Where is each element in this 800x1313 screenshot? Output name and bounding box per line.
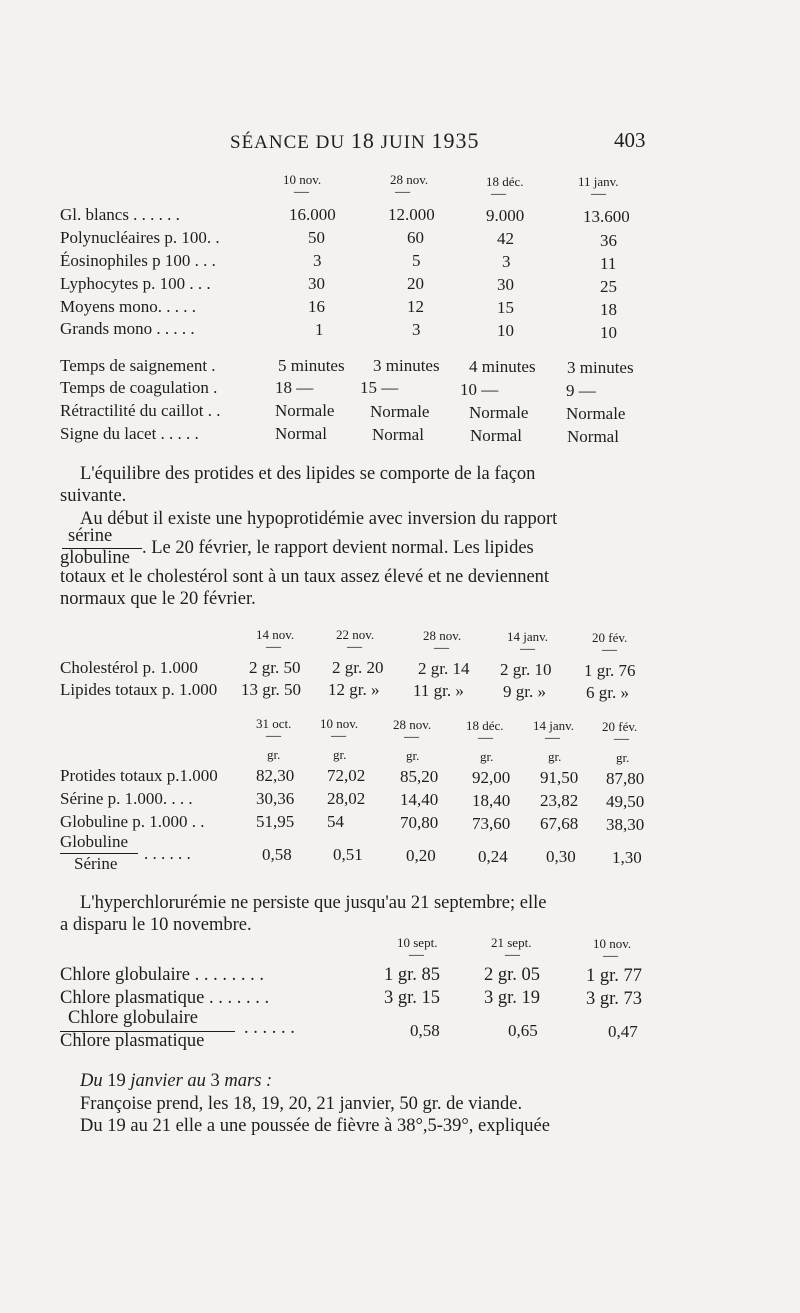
t4-cell: 30,36 <box>256 789 295 808</box>
t5-cell: 3 gr. 73 <box>586 989 643 1009</box>
t1-cell: 16 <box>308 297 325 316</box>
t3-cell: 12 gr. » <box>328 680 380 699</box>
para3-heading-n2: 3 <box>210 1071 220 1091</box>
t4-ratio-denominator: Sérine <box>74 854 118 873</box>
para2-line-1: L'hyperchlorurémie ne persiste que jusqu'au 21 septembre; elle <box>80 893 547 913</box>
t5-ratio-dots: . . . . . . <box>244 1018 295 1038</box>
t4-ratio-value: 0,24 <box>478 847 508 866</box>
para1-fraction-numerator: sérine <box>68 526 113 546</box>
t1-cell: 60 <box>407 228 424 247</box>
page-number: 403 <box>614 128 646 152</box>
t2-cell: Normal <box>275 424 327 443</box>
t4-ratio-numerator: Globuline <box>60 832 128 851</box>
t5-dash: — <box>603 948 618 964</box>
t4-col-1: 31 oct. <box>256 716 292 731</box>
t4-cell: 14,40 <box>400 790 439 809</box>
t3-col-1: 14 nov. <box>256 627 295 642</box>
t1-cell: 13.600 <box>583 207 630 226</box>
t3-col-3: 28 nov. <box>423 628 462 643</box>
t4-cell: 73,60 <box>472 814 511 833</box>
t5-ratio-value: 0,58 <box>410 1021 440 1040</box>
t4-cell: 38,30 <box>606 815 645 834</box>
t4-row-label: Protides totaux p.1.000 <box>60 766 218 785</box>
t3-cell: 2 gr. 14 <box>418 659 470 678</box>
t3-row-label: Cholestérol p. 1.000 <box>60 658 198 677</box>
t1-dash-1: — <box>294 184 309 200</box>
para3-heading-mid: janvier au <box>130 1071 206 1091</box>
t2-cell: Normal <box>470 426 522 445</box>
t5-dash: — <box>505 947 520 963</box>
t1-cell: 12.000 <box>388 205 435 224</box>
t2-cell: Normale <box>370 402 430 421</box>
t2-cell: Normale <box>566 404 626 423</box>
t5-col-3: 10 nov. <box>593 936 632 951</box>
t1-col-4: 11 janv. <box>578 174 619 189</box>
t5-dash: — <box>409 947 424 963</box>
t2-cell: 15 — <box>360 378 399 397</box>
t1-row-label: Grands mono . . . . . <box>60 319 195 338</box>
t5-cell: 3 gr. 19 <box>484 988 541 1008</box>
para3-heading-suffix: mars : <box>224 1071 273 1091</box>
t3-col-5: 20 fév. <box>592 630 628 645</box>
t3-dash: — <box>602 642 617 658</box>
t2-row-label: Temps de saignement . <box>60 356 216 375</box>
t5-ratio-value: 0,47 <box>608 1022 638 1041</box>
header-year: 1935 <box>431 128 480 153</box>
running-header <box>230 128 480 154</box>
t5-ratio-numerator: Chlore globulaire <box>68 1008 198 1028</box>
t1-cell: 25 <box>600 277 617 296</box>
t3-dash: — <box>347 639 362 655</box>
t2-row-label: Signe du lacet . . . . . <box>60 424 199 443</box>
t1-cell: 5 <box>412 251 421 270</box>
t1-cell: 10 <box>600 323 617 342</box>
t1-dash-4: — <box>591 186 606 202</box>
header-month: JUIN <box>380 132 426 153</box>
t1-cell: 50 <box>308 228 325 247</box>
t5-cell: 2 gr. 05 <box>484 965 541 985</box>
t1-row-label: Éosinophiles p 100 . . . <box>60 251 216 270</box>
t4-dash: — <box>545 730 560 746</box>
t4-ratio-value: 0,51 <box>333 845 363 864</box>
t1-cell: 1 <box>315 320 324 339</box>
para3-line-2: Françoise prend, les 18, 19, 20, 21 janvier, 50 gr. de viande. <box>80 1094 523 1114</box>
t3-row-label: Lipides totaux p. 1.000 <box>60 680 218 699</box>
t3-dash: — <box>520 641 535 657</box>
t2-row-label: Rétractilité du caillot . . <box>60 401 221 420</box>
t1-cell: 20 <box>407 274 424 293</box>
t4-row-label: Sérine p. 1.000. . . . <box>60 789 193 808</box>
t2-cell: 3 minutes <box>567 358 634 377</box>
t4-dash: — <box>478 730 493 746</box>
t3-cell: 11 gr. » <box>413 681 464 700</box>
t4-ratio-value: 0,20 <box>406 846 436 865</box>
t4-cell: 70,80 <box>400 813 439 832</box>
t2-cell: 10 — <box>460 380 499 399</box>
t1-row-label: Lyphocytes p. 100 . . . <box>60 274 211 293</box>
t4-col-2: 10 nov. <box>320 716 359 731</box>
para1-line-2: suivante. <box>60 486 127 506</box>
t4-cell: 51,95 <box>256 812 295 831</box>
t2-row-label: Temps de coagulation . <box>60 378 218 397</box>
t4-unit: gr. <box>406 748 420 763</box>
t1-cell: 9.000 <box>486 206 525 225</box>
t3-col-2: 22 nov. <box>336 627 375 642</box>
t1-cell: 3 <box>313 251 322 270</box>
t4-ratio-value: 0,30 <box>546 847 576 866</box>
t1-cell: 16.000 <box>289 205 336 224</box>
t3-cell: 2 gr. 20 <box>332 658 384 677</box>
t4-unit: gr. <box>548 749 562 764</box>
t5-cell: 1 gr. 85 <box>384 965 441 985</box>
para1-line-3: Au début il existe une hypoprotidémie avec inversion du rapport <box>80 509 558 529</box>
t4-col-5: 14 janv. <box>533 718 575 733</box>
t4-cell: 54 <box>327 812 344 831</box>
t4-dash: — <box>331 728 346 744</box>
t4-dash: — <box>266 728 281 744</box>
t2-cell: Normal <box>372 425 424 444</box>
para3-heading-prefix: Du <box>80 1071 103 1091</box>
t4-row-label: Globuline p. 1.000 . . <box>60 812 205 831</box>
t1-row-label: Moyens mono. . . . . <box>60 297 196 316</box>
para2-line-2: a disparu le 10 novembre. <box>60 915 252 935</box>
t5-col-2: 21 sept. <box>491 935 532 950</box>
t2-cell: Normal <box>567 427 619 446</box>
t4-unit: gr. <box>616 750 630 765</box>
t5-cell: 1 gr. 77 <box>586 966 643 986</box>
t3-cell: 1 gr. 76 <box>584 661 636 680</box>
t4-dash: — <box>404 729 419 745</box>
t4-cell: 18,40 <box>472 791 511 810</box>
t1-col-1: 10 nov. <box>283 172 322 187</box>
t1-cell: 3 <box>502 252 511 271</box>
t2-cell: Normale <box>469 403 529 422</box>
t4-unit: gr. <box>480 749 494 764</box>
t5-row-label: Chlore globulaire . . . . . . . . <box>60 965 264 985</box>
t4-cell: 92,00 <box>472 768 511 787</box>
t3-cell: 6 gr. » <box>586 683 629 702</box>
t3-col-4: 14 janv. <box>507 629 549 644</box>
para1-line-4: . Le 20 février, le rapport devient normal. Les lipides <box>142 538 534 558</box>
t1-cell: 36 <box>600 231 617 250</box>
t4-unit: gr. <box>333 747 347 762</box>
t2-cell: 18 — <box>275 378 314 397</box>
t2-cell: 9 — <box>566 381 596 400</box>
para3-line-3: Du 19 au 21 elle a une poussée de fièvre à 38°,5-39°, expliquée <box>80 1116 550 1136</box>
t4-ratio-value: 1,30 <box>612 848 642 867</box>
t1-row-label: Gl. blancs . . . . . . <box>60 205 180 224</box>
t1-cell: 12 <box>407 297 424 316</box>
para1-line-5: totaux et le cholestérol sont à un taux assez élevé et ne deviennent <box>60 567 550 587</box>
t2-cell: 3 minutes <box>373 356 440 375</box>
t4-cell: 28,02 <box>327 789 366 808</box>
para3-heading-n1: 19 <box>107 1071 126 1091</box>
t5-ratio-denominator: Chlore plasmatique <box>60 1031 205 1051</box>
t1-cell: 30 <box>308 274 325 293</box>
t3-cell: 9 gr. » <box>503 682 546 701</box>
t3-cell: 2 gr. 50 <box>249 658 301 677</box>
header-day: 18 <box>350 128 375 153</box>
t4-cell: 72,02 <box>327 766 366 785</box>
t4-col-3: 28 nov. <box>393 717 432 732</box>
t4-col-4: 18 déc. <box>466 718 504 733</box>
t4-cell: 23,82 <box>540 791 579 810</box>
t4-cell: 82,30 <box>256 766 295 785</box>
t4-col-6: 20 fév. <box>602 719 638 734</box>
t1-cell: 18 <box>600 300 617 319</box>
t5-ratio-value: 0,65 <box>508 1021 538 1040</box>
t1-cell: 10 <box>497 321 514 340</box>
t3-dash: — <box>266 639 281 655</box>
t4-cell: 85,20 <box>400 767 439 786</box>
t3-cell: 13 gr. 50 <box>241 680 301 699</box>
para1-line-1: L'équilibre des protides et des lipides se comporte de la façon <box>80 464 536 484</box>
t1-cell: 15 <box>497 298 514 317</box>
t1-cell: 30 <box>497 275 514 294</box>
header-title-prefix: SÉANCE DU <box>230 132 346 153</box>
t1-cell: 3 <box>412 320 421 339</box>
para3-heading <box>80 1071 272 1092</box>
t1-dash-2: — <box>395 184 410 200</box>
t1-row-label: Polynucléaires p. 100. . <box>60 228 220 247</box>
t2-cell: Normale <box>275 401 335 420</box>
t1-col-2: 28 nov. <box>390 172 429 187</box>
para1-line-6: normaux que le 20 février. <box>60 589 256 609</box>
t4-ratio-value: 0,58 <box>262 845 292 864</box>
t4-cell: 67,68 <box>540 814 579 833</box>
t4-cell: 87,80 <box>606 769 645 788</box>
t4-cell: 91,50 <box>540 768 579 787</box>
t4-cell: 49,50 <box>606 792 645 811</box>
para1-fraction-denominator: globuline <box>60 548 130 568</box>
t5-col-1: 10 sept. <box>397 935 438 950</box>
t1-cell: 11 <box>600 254 617 273</box>
t1-col-3: 18 déc. <box>486 174 524 189</box>
t5-row-label: Chlore plasmatique . . . . . . . <box>60 988 270 1008</box>
t4-dash: — <box>614 731 629 747</box>
t4-unit: gr. <box>267 747 281 762</box>
t1-cell: 42 <box>497 229 514 248</box>
t1-dash-3: — <box>491 186 506 202</box>
t2-cell: 5 minutes <box>278 356 345 375</box>
t3-dash: — <box>434 640 449 656</box>
t2-cell: 4 minutes <box>469 357 536 376</box>
t4-ratio-dots: . . . . . . <box>144 844 191 863</box>
t3-cell: 2 gr. 10 <box>500 660 552 679</box>
t5-cell: 3 gr. 15 <box>384 988 441 1008</box>
